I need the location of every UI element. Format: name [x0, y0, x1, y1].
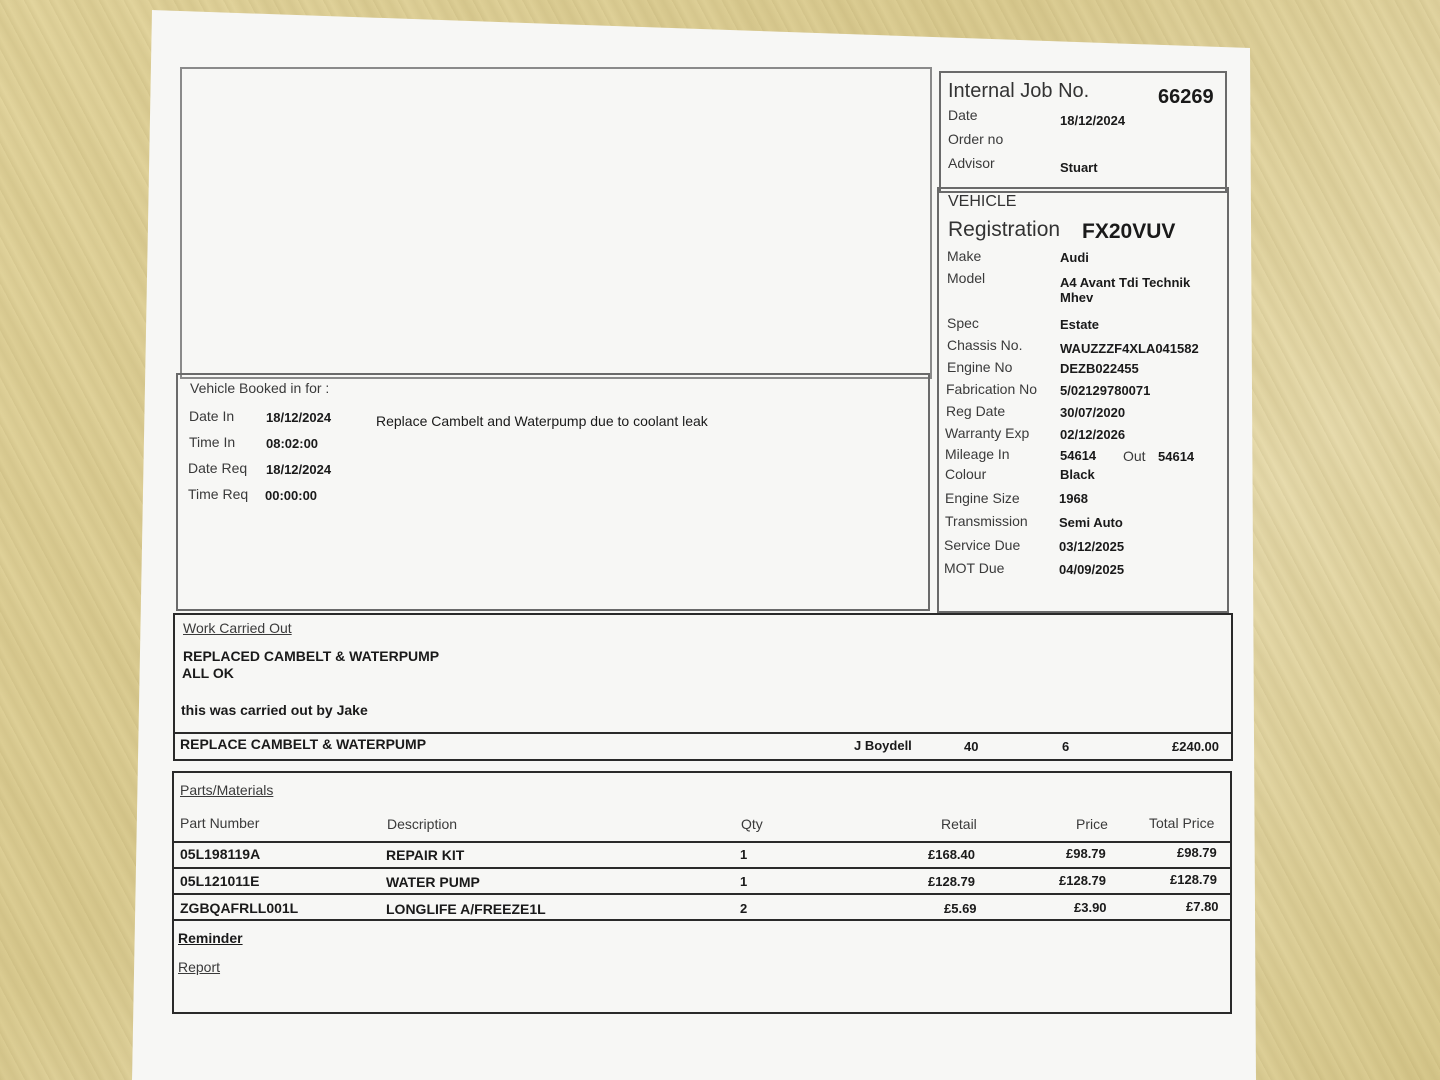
model-value: A4 Avant Tdi Technik — [1060, 275, 1191, 290]
order-no-label: Order no — [948, 131, 1004, 147]
time-req-value: 00:00:00 — [265, 488, 318, 503]
spec-label: Spec — [947, 315, 979, 331]
model-value-line2: Mhev — [1060, 290, 1094, 305]
mot-due-label: MOT Due — [944, 560, 1005, 576]
booking-description: Replace Cambelt and Waterpump due to coolant leak — [376, 413, 708, 429]
chassis-label: Chassis No. — [947, 337, 1023, 353]
service-due-label: Service Due — [944, 537, 1021, 553]
col-qty: Qty — [741, 816, 763, 832]
part-price: £98.79 — [1066, 846, 1106, 861]
part-price: £128.79 — [1059, 873, 1106, 888]
reg-date-label: Reg Date — [946, 403, 1006, 419]
colour-label: Colour — [945, 466, 987, 482]
col-price: Price — [1076, 816, 1108, 832]
part-description: WATER PUMP — [386, 874, 480, 890]
engine-size-label: Engine Size — [945, 490, 1020, 506]
registration-value: FX20VUV — [1082, 220, 1176, 243]
registration-label: Registration — [948, 218, 1061, 241]
work-line-1: REPLACED CAMBELT & WATERPUMP — [183, 648, 440, 664]
part-number: 05L121011E — [180, 873, 260, 889]
advisor-label: Advisor — [948, 155, 995, 171]
part-description: LONGLIFE A/FREEZE1L — [386, 901, 546, 917]
labour-technician: J Boydell — [854, 738, 912, 753]
labour-description: REPLACE CAMBELT & WATERPUMP — [180, 736, 427, 752]
time-in-label: Time In — [189, 434, 236, 450]
col-description: Description — [387, 816, 458, 832]
time-req-label: Time Req — [188, 486, 249, 502]
part-qty: 2 — [740, 901, 748, 916]
transmission-value: Semi Auto — [1059, 515, 1123, 530]
part-retail: £5.69 — [944, 901, 977, 916]
fabrication-label: Fabrication No — [946, 381, 1038, 397]
booking-heading: Vehicle Booked in for : — [190, 380, 330, 396]
time-in-value: 08:02:00 — [266, 436, 319, 451]
transmission-label: Transmission — [945, 513, 1028, 529]
mot-due-value: 04/09/2025 — [1059, 562, 1125, 577]
labour-hours: 6 — [1062, 739, 1070, 754]
date-in-value: 18/12/2024 — [266, 410, 332, 425]
vehicle-heading: VEHICLE — [948, 193, 1017, 210]
job-date: 18/12/2024 — [1060, 113, 1126, 128]
mileage-in-value: 54614 — [1060, 448, 1097, 463]
mileage-out-label: Out — [1123, 448, 1146, 464]
work-heading: Work Carried Out — [183, 620, 292, 636]
part-price: £3.90 — [1074, 900, 1107, 915]
parts-row-3 — [172, 893, 1232, 921]
part-qty: 1 — [740, 847, 748, 862]
engine-size-value: 1968 — [1059, 491, 1088, 506]
part-total: £7.80 — [1186, 899, 1219, 914]
part-number: ZGBQAFRLL001L — [180, 900, 299, 916]
mileage-in-label: Mileage In — [945, 446, 1010, 462]
make-label: Make — [947, 248, 982, 264]
part-total: £98.79 — [1177, 845, 1217, 860]
part-number: 05L198119A — [180, 846, 261, 862]
reg-date-value: 30/07/2020 — [1060, 405, 1126, 420]
customer-box — [180, 67, 932, 379]
model-label: Model — [947, 270, 986, 286]
make-value: Audi — [1060, 250, 1089, 265]
parts-heading: Parts/Materials — [180, 782, 274, 798]
part-description: REPAIR KIT — [386, 847, 465, 863]
labour-code: 40 — [964, 739, 979, 754]
fabrication-value: 5/02129780071 — [1060, 383, 1151, 398]
labour-amount: £240.00 — [1172, 739, 1219, 754]
part-total: £128.79 — [1170, 872, 1217, 887]
reminder-heading: Reminder — [178, 930, 243, 946]
part-qty: 1 — [740, 874, 748, 889]
report-heading: Report — [178, 959, 221, 975]
part-retail: £168.40 — [928, 847, 975, 862]
spec-value: Estate — [1060, 317, 1100, 332]
date-in-label: Date In — [189, 408, 235, 424]
work-line-3: this was carried out by Jake — [181, 702, 368, 718]
advisor-name: Stuart — [1060, 160, 1098, 175]
colour-value: Black — [1060, 467, 1095, 482]
job-number: 66269 — [1158, 86, 1214, 108]
job-date-label: Date — [948, 107, 978, 123]
warranty-label: Warranty Exp — [945, 425, 1030, 441]
date-req-label: Date Req — [188, 460, 248, 476]
col-retail: Retail — [941, 816, 977, 832]
col-total-price: Total Price — [1149, 815, 1215, 831]
engine-no-label: Engine No — [947, 359, 1013, 375]
job-title: Internal Job No. — [948, 80, 1090, 102]
mileage-out-value: 54614 — [1158, 449, 1195, 464]
col-part-number: Part Number — [180, 815, 260, 831]
date-req-value: 18/12/2024 — [266, 462, 332, 477]
engine-no-value: DEZB022455 — [1060, 361, 1139, 376]
warranty-value: 02/12/2026 — [1060, 427, 1126, 442]
part-retail: £128.79 — [928, 874, 975, 889]
work-line-2: ALL OK — [182, 665, 234, 681]
chassis-value: WAUZZZF4XLA041582 — [1060, 341, 1199, 356]
service-due-value: 03/12/2025 — [1059, 539, 1125, 554]
